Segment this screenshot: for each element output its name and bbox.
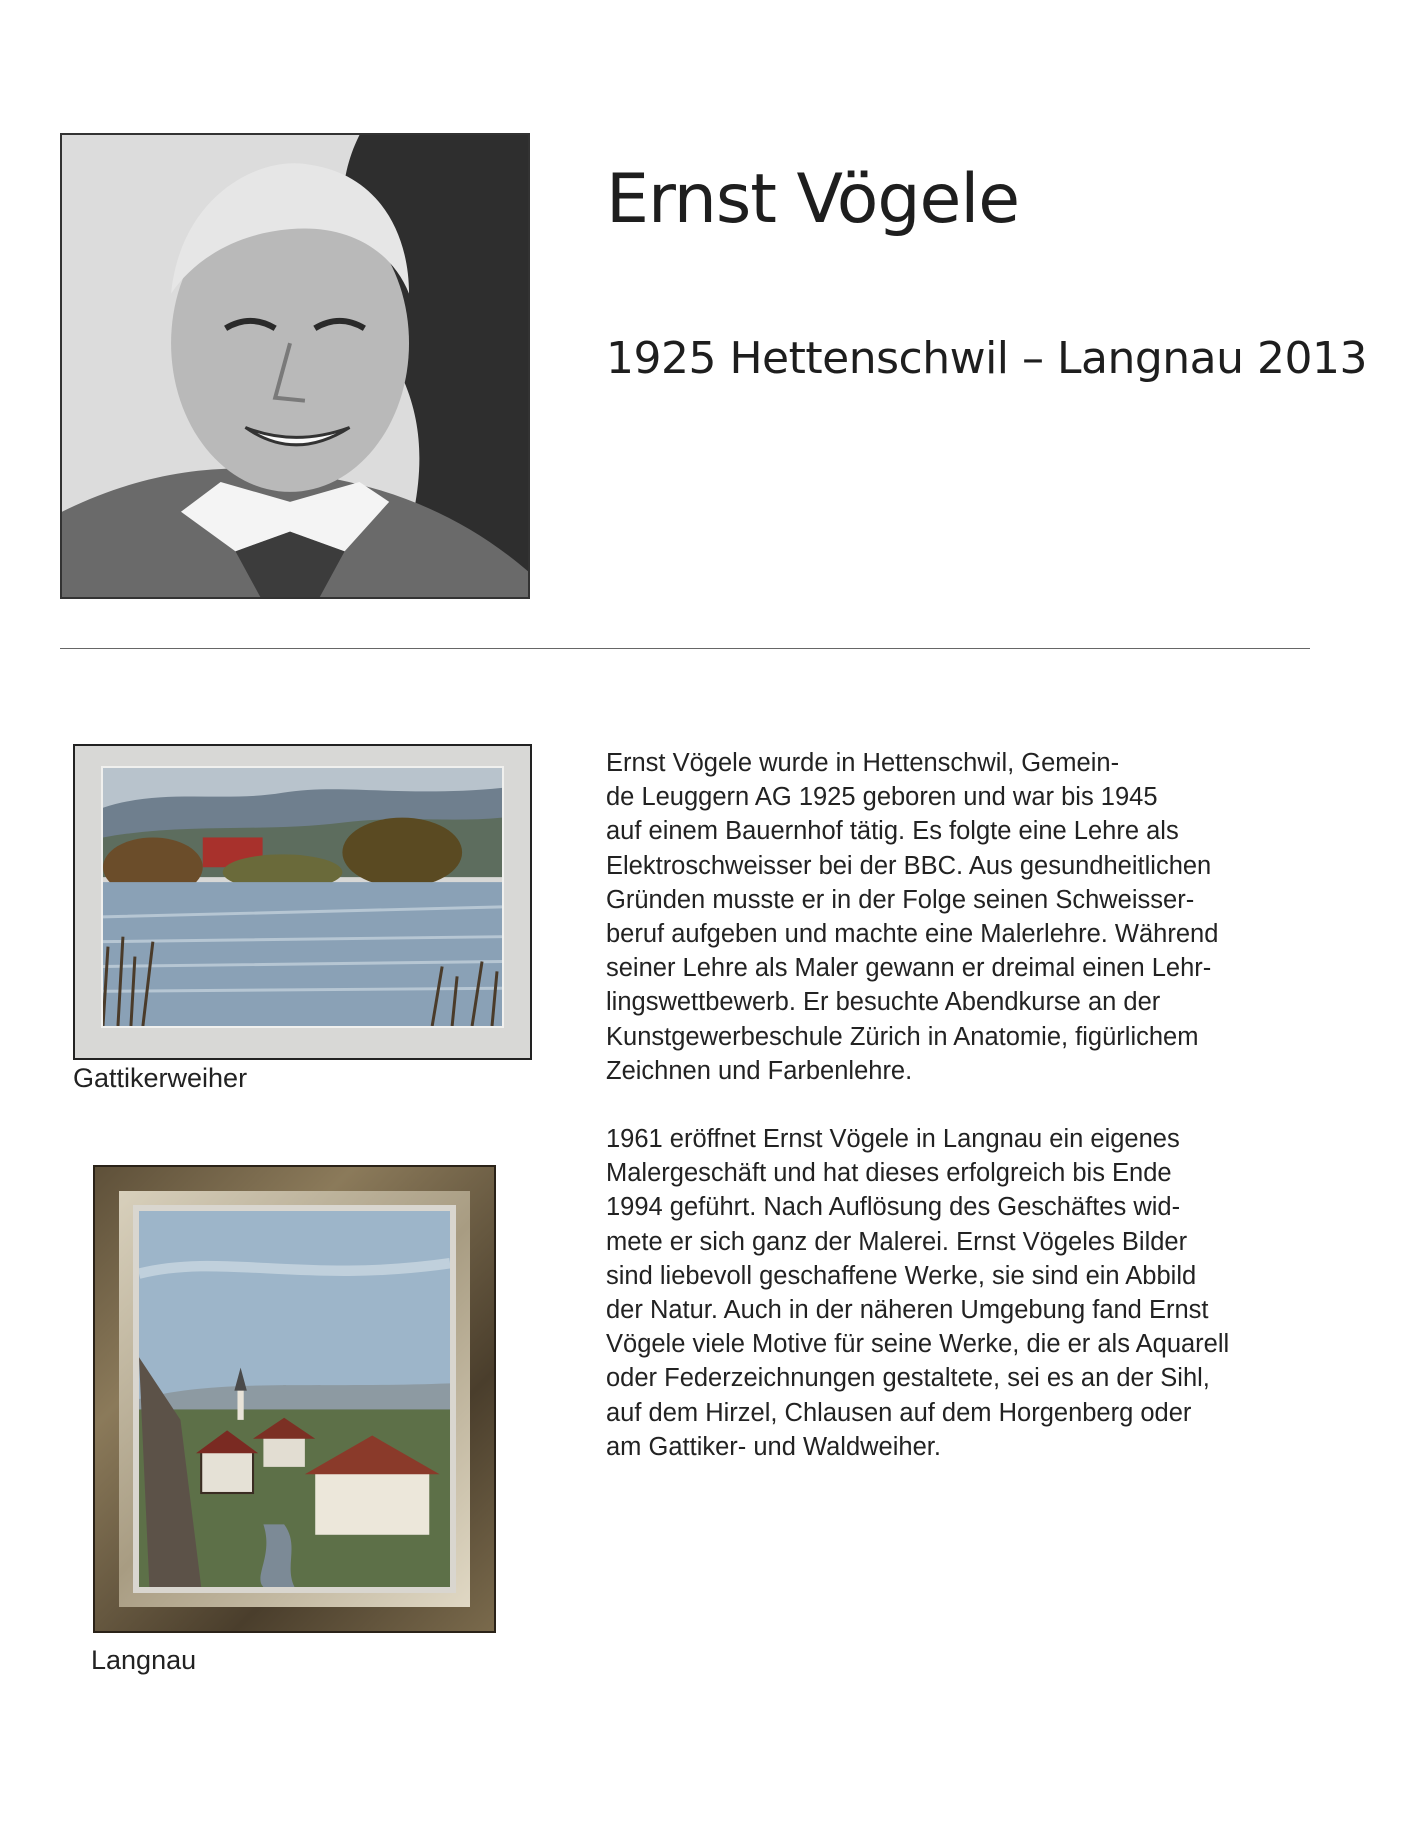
painting-canvas: [101, 766, 504, 1028]
painting-langnau: [93, 1165, 496, 1633]
painting-caption: Gattikerweiher: [73, 1063, 248, 1093]
painting-gattikerweiher: [73, 744, 532, 1060]
section-divider: [60, 648, 1310, 649]
artist-lifespan: 1925 Hettenschwil – Langnau 2013: [606, 333, 1367, 384]
bio-paragraph: Ernst Vögele wurde in Hettenschwil, Gemein- de Leuggern AG 1925 geboren und war bis 1945 auf einem Bauernhof tätig. Es folgte eine Lehre als Elektroschweisser bei der BBC. Aus gesundheitlichen Gründen musste er in der Folge seinen Schweisser- beruf aufgeben und machte eine Malerlehre. Während seiner Lehre als Maler gewann er dreimal einen Lehr- lingswettbewerb. Er besuchte Abendkurse an der Kunstgewerbeschule Zürich in Anatomie, figürlichem Zeichnen und Farbenlehre.: [606, 749, 1219, 1085]
bio-paragraph: 1961 eröffnet Ernst Vögele in Langnau ein eigenes Malergeschäft und hat dieses erfolgreich bis Ende 1994 geführt. Nach Auflösung des Geschäftes wid- mete er sich ganz der Malerei. Ernst Vögeles Bilder sind liebevoll geschaffene Werke, sie sind ein Abbild der Natur. Auch in der näheren Umgebung fand Ernst Vögele viele Motive für seine Werke, die er als Aquarell oder Federzeichnungen gestaltete, sei es an der Sihl, auf dem Hirzel, Chlausen auf dem Horgenberg oder am Gattiker- und Waldweiher.: [606, 1125, 1230, 1461]
artist-name: Ernst Vögele: [606, 160, 1020, 239]
painting-caption: Langnau: [91, 1645, 197, 1675]
biography-text: [606, 746, 1296, 1464]
portrait-photo: [60, 133, 530, 599]
painting-canvas: [133, 1205, 456, 1593]
painting-inner-frame: [119, 1191, 470, 1607]
